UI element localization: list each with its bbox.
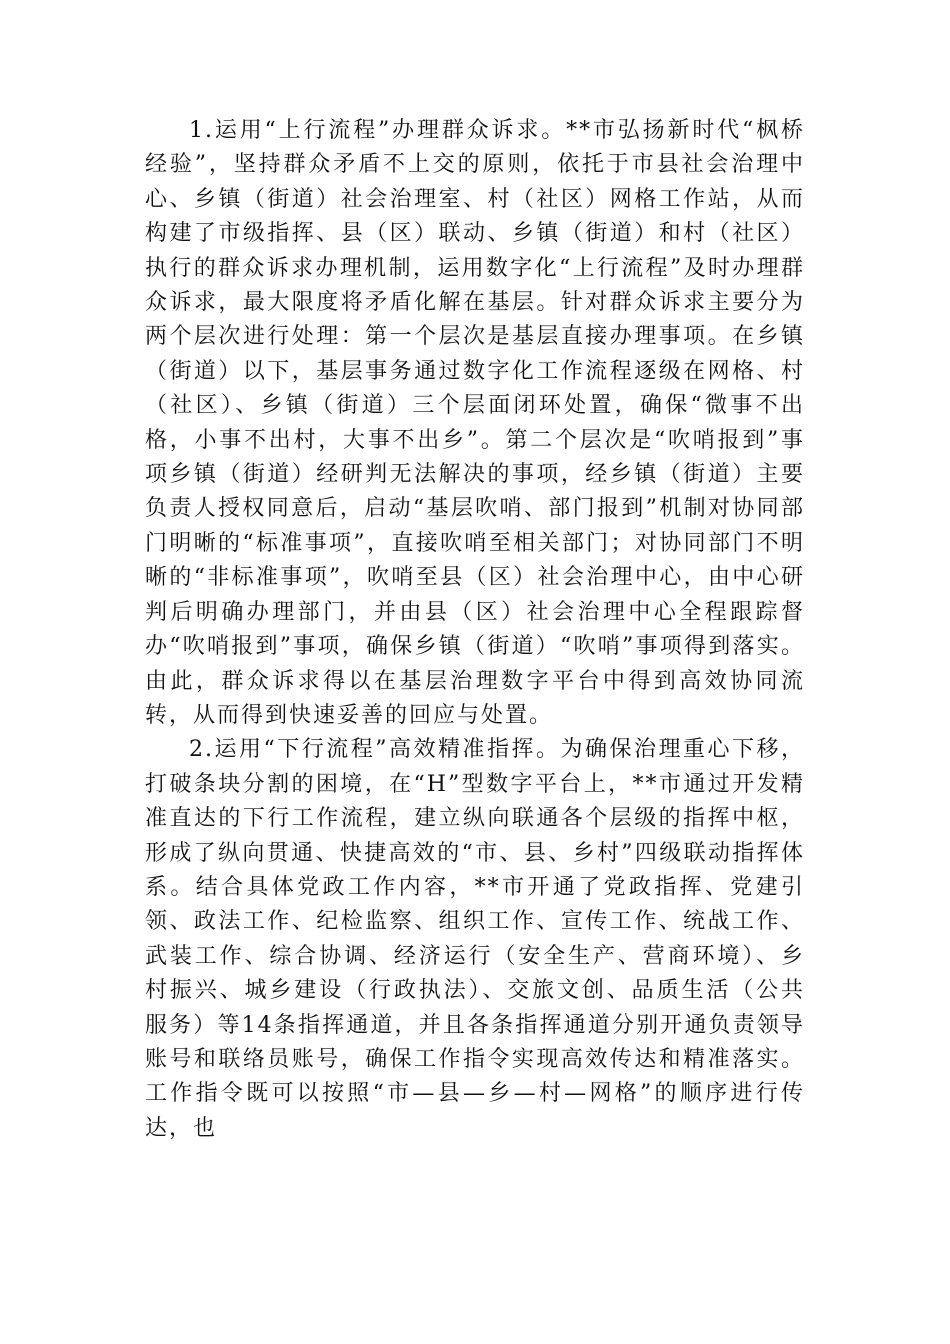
paragraph-upward-process: 1.运用“上行流程”办理群众诉求。**市弘扬新时代“枫桥经验”，坚持群众矛盾不上交的原则，依托于市县社会治理中心、乡镇（街道）社会治理室、村（社区）网格工作站，从而构建了市级指挥、县（区）联动、乡镇（街道）和村（社区）执行的群众诉求办理机制，运用数字化“上行流程”及时办理群众诉求，最大限度将矛盾化解在基层。针对群众诉求主要分为两个层次进行处理：第一个层次是基层直接办理事项。在乡镇（街道）以下，基层事务通过数字化工作流程逐级在网格、村（社区）、乡镇（街道）三个层面闭环处置，确保“微事不出格，小事不出村，大事不出乡”。第二个层次是“吹哨报到”事项乡镇（街道）经研判无法解决的事项，经乡镇（街道）主要负责人授权同意后，启动“基层吹哨、部门报到”机制对协同部门明晰的“标准事项”，直接吹哨至相关部门；对协同部门不明晰的“非标准事项”，吹哨至县（区）社会治理中心，由中心研判后明确办理部门，并由县（区）社会治理中心全程跟踪督办“吹哨报到”事项，确保乡镇（街道）“吹哨”事项得到落实。由此，群众诉求得以在基层治理数字平台中得到高效协同流转，从而得到快速妥善的回应与处置。 — [145, 118, 805, 728]
document-body — [145, 114, 805, 1146]
paragraph-downward-process: 2.运用“下行流程”高效精准指挥。为确保治理重心下移，打破条块分割的困境，在“H”型数字平台上，**市通过开发精准直达的下行工作流程，建立纵向联通各个层级的指挥中枢，形成了纵向贯通、快捷高效的“市、县、乡村”四级联动指挥体系。结合具体党政工作内容，**市开通了党政指挥、党建引领、政法工作、纪检监察、组织工作、宣传工作、统战工作、武装工作、综合协调、经济运行（安全生产、营商环境）、乡村振兴、城乡建设（行政执法）、交旅文创、品质生活（公共服务）等14条指挥通道，并且各条指挥通道分别开通负责领导账号和联络员账号，确保工作指令实现高效传达和精准落实。工作指令既可以按照“市—县—乡—村—网格”的顺序进行传达，也 — [145, 737, 805, 1141]
